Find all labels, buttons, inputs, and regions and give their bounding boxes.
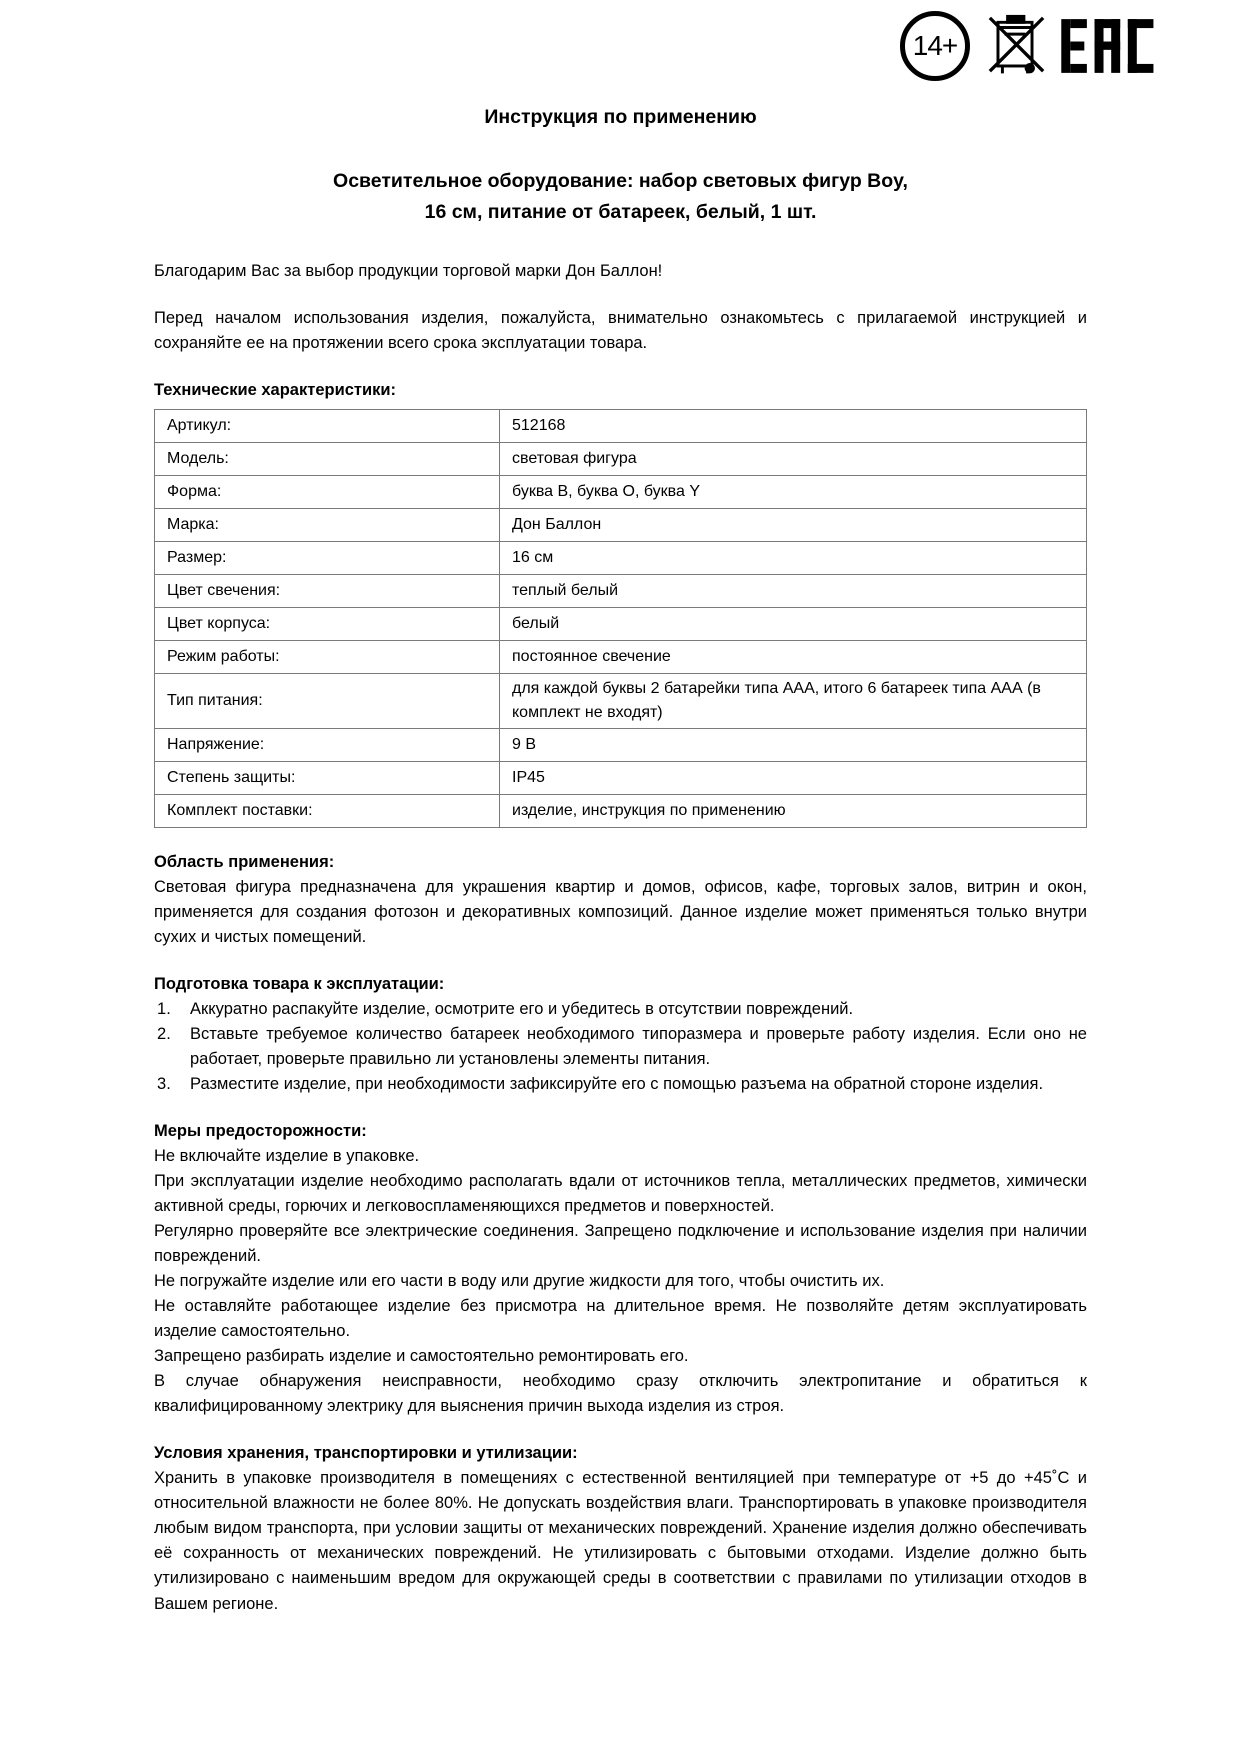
page-title: Инструкция по применению xyxy=(484,106,757,128)
precaution-line: В случае обнаружения неисправности, необходимо сразу отключить электропитание и обратиться к квалифицированному электрику для выяснения причин выхода изделия из строя. xyxy=(154,1372,1087,1416)
storage-heading: Условия хранения, транспортировки и утилизации: xyxy=(154,1444,578,1463)
table-row xyxy=(155,794,1087,827)
spec-label: Цвет корпуса: xyxy=(155,607,500,640)
precaution-line: Не погружайте изделие или его части в воду или другие жидкости для того, чтобы очистить их. xyxy=(154,1271,885,1290)
spec-label: Размер: xyxy=(155,541,500,574)
application-heading: Область применения: xyxy=(154,852,335,871)
table-row xyxy=(155,475,1087,508)
table-row xyxy=(155,409,1087,442)
spec-value: 512168 xyxy=(500,409,1087,442)
list-item: Вставьте требуемое количество батареек необходимого типоразмера и проверьте работу изделия. Если оно не работает, проверьте правильно ли установлены элементы питания. xyxy=(190,1024,1087,1068)
precaution-line: Запрещено разбирать изделие и самостоятельно ремонтировать его. xyxy=(154,1347,689,1366)
spec-label: Напряжение: xyxy=(155,728,500,761)
table-row xyxy=(155,607,1087,640)
product-title xyxy=(154,130,1087,226)
preparation-steps xyxy=(154,997,1087,1097)
list-item: Аккуратно распакуйте изделие, осмотрите его и убедитесь в отсутствии повреждений. xyxy=(190,999,854,1018)
precautions-heading: Меры предосторожности: xyxy=(154,1121,367,1140)
spec-value: IP45 xyxy=(500,761,1087,794)
precaution-line: При эксплуатации изделие необходимо располагать вдали от источников тепла, металлических предметов, химически активной среды, горючих и легковоспламеняющихся предметов и поверхностей. xyxy=(154,1171,1087,1215)
spec-label: Комплект поставки: xyxy=(155,794,500,827)
spec-label: Степень защиты: xyxy=(155,761,500,794)
spec-value: теплый белый xyxy=(500,574,1087,607)
spec-value: световая фигура xyxy=(500,442,1087,475)
specs-heading: Технические характеристики: xyxy=(154,381,397,400)
spec-value: белый xyxy=(500,607,1087,640)
spec-value: Дон Баллон xyxy=(500,508,1087,541)
spec-value: изделие, инструкция по применению xyxy=(500,794,1087,827)
precaution-line: Не включайте изделие в упаковке. xyxy=(154,1146,420,1165)
table-row xyxy=(155,574,1087,607)
table-row xyxy=(155,673,1087,728)
spec-value: постоянное свечение xyxy=(500,640,1087,673)
spec-value: для каждой буквы 2 батарейки типа ААА, итого 6 батареек типа ААА (в комплект не входят) xyxy=(500,673,1087,728)
spec-value: 16 см xyxy=(500,541,1087,574)
spec-value: 9 В xyxy=(500,728,1087,761)
document-content xyxy=(154,0,1087,1617)
storage-text: Хранить в упаковке производителя в помещениях с естественной вентиляцией при температуре от +5 до +45˚C и относительной влажности не более 80%. Не допускать воздействия влаги. Транспортировать в упаковке производителя любым видом транспорта, при условии защиты от механических повреждений. Хранение изделия должно обеспечивать её сохранность от механических повреждений. Не утилизировать с бытовыми отходами. Изделие должно быть утилизировано с наименьшим вредом для окружающей среды в соответствии с правилами по утилизации отходов в Вашем регионе. xyxy=(154,1469,1087,1613)
specifications-table xyxy=(154,409,1087,828)
table-row xyxy=(155,442,1087,475)
list-item: Разместите изделие, при необходимости зафиксируйте его с помощью разъема на обратной стороне изделия. xyxy=(190,1074,1044,1093)
precaution-line: Регулярно проверяйте все электрические соединения. Запрещено подключение и использование изделия при наличии повреждений. xyxy=(154,1221,1087,1265)
product-title-line-2: 16 см, питание от батареек, белый, 1 шт. xyxy=(424,200,817,223)
spec-label: Цвет свечения: xyxy=(155,574,500,607)
spec-value: буква B, буква O, буква Y xyxy=(500,475,1087,508)
spec-label: Режим работы: xyxy=(155,640,500,673)
spec-label: Артикул: xyxy=(155,409,500,442)
spec-label: Марка: xyxy=(155,508,500,541)
table-row xyxy=(155,761,1087,794)
precautions-list xyxy=(154,1144,1087,1420)
application-text: Световая фигура предназначена для украшения квартир и домов, офисов, кафе, торговых залов, витрин и окон, применяется для создания фотозон и декоративных композиций. Данное изделие может применяться только внутри сухих и чистых помещений. xyxy=(154,877,1087,946)
product-title-line-1: Осветительное оборудование: набор световых фигур Boy, xyxy=(333,170,908,193)
spec-label: Форма: xyxy=(155,475,500,508)
spec-label: Тип питания: xyxy=(155,673,500,728)
preparation-heading: Подготовка товара к эксплуатации: xyxy=(154,974,445,993)
table-row xyxy=(155,640,1087,673)
age-label: 14+ xyxy=(912,30,958,61)
spec-label: Модель: xyxy=(155,442,500,475)
table-row xyxy=(155,508,1087,541)
table-row xyxy=(155,728,1087,761)
table-row xyxy=(155,541,1087,574)
intro-thanks: Благодарим Вас за выбор продукции торговой марки Дон Баллон! xyxy=(154,261,663,280)
precaution-line: Не оставляйте работающее изделие без присмотра на длительное время. Не позволяйте детям эксплуатировать изделие самостоятельно. xyxy=(154,1297,1087,1341)
intro-notice: Перед началом использования изделия, пожалуйста, внимательно ознакомьтесь с прилагаемой инструкцией и сохраняйте ее на протяжении всего срока эксплуатации товара. xyxy=(154,308,1087,352)
